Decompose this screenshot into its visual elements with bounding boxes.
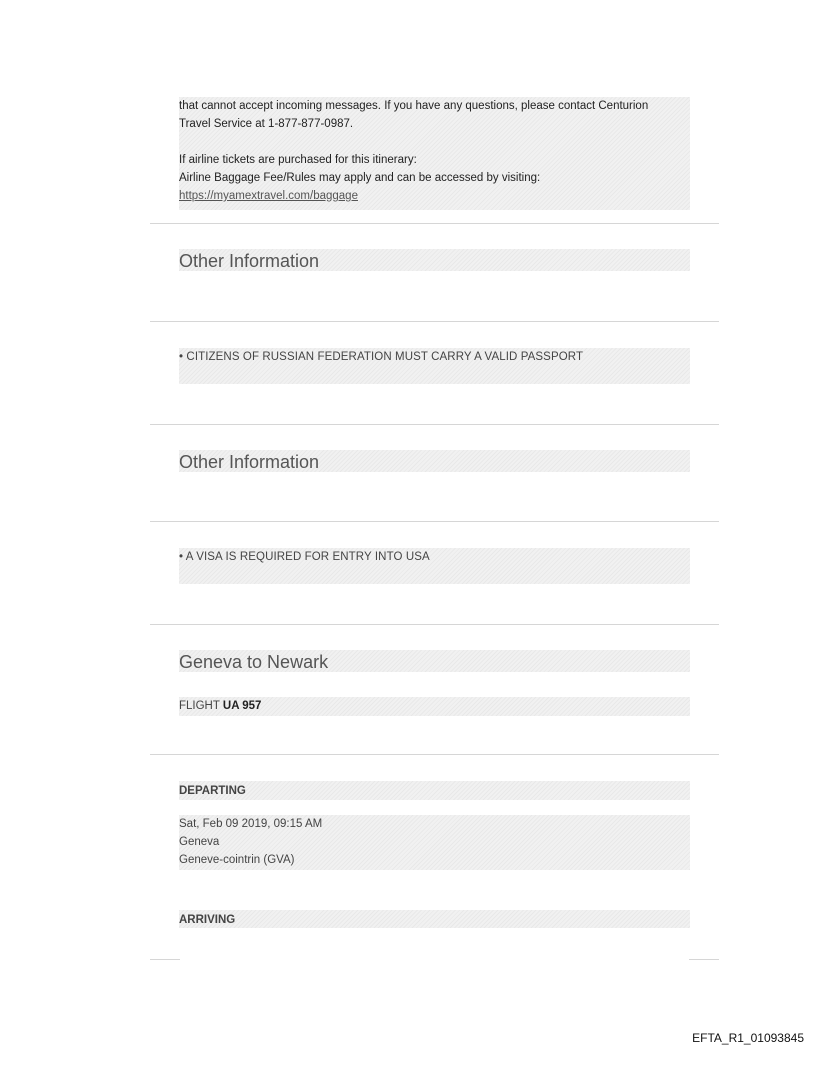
flight-number: UA 957 [222,700,262,712]
baggage-link[interactable]: https://myamextravel.com/baggage [179,190,358,202]
intro-line-4: Airline Baggage Fee/Rules may apply and can be accessed by visiting: [179,172,541,184]
note-passport [179,348,690,384]
flight-number-row [179,697,690,716]
arriving-label: ARRIVING [179,910,690,928]
document-id: EFTA_R1_01093845 [692,1031,804,1045]
departing-airport: Geneve-cointrin (GVA) [179,854,295,866]
departing-label: DEPARTING [179,781,690,800]
note-visa-text: • A VISA IS REQUIRED FOR ENTRY INTO USA [179,551,430,563]
flight-prefix: FLIGHT [179,700,220,712]
divider [150,624,719,625]
intro-block [179,97,690,210]
intro-line-3: If airline tickets are purchased for this itinerary: [179,154,417,166]
departing-city: Geneva [179,836,220,848]
note-passport-text: • CITIZENS OF RUSSIAN FEDERATION MUST CARRY A VALID PASSPORT [179,351,584,363]
note-visa [179,548,690,584]
divider-left-fragment [150,959,180,960]
divider [150,754,719,755]
divider [150,521,719,522]
divider [150,321,719,322]
divider-right-fragment [689,959,719,960]
section-title-other-info-2: Other Information [179,450,690,472]
divider [150,424,719,425]
intro-line-2: Travel Service at 1-877-877-0987. [179,118,354,130]
flight-route-title: Geneva to Newark [179,650,690,672]
departing-details [179,815,690,870]
departing-datetime: Sat, Feb 09 2019, 09:15 AM [179,818,323,830]
intro-line-1: that cannot accept incoming messages. If you have any questions, please contact Centurion [179,100,649,112]
section-title-other-info-1: Other Information [179,249,690,271]
divider [150,223,719,224]
